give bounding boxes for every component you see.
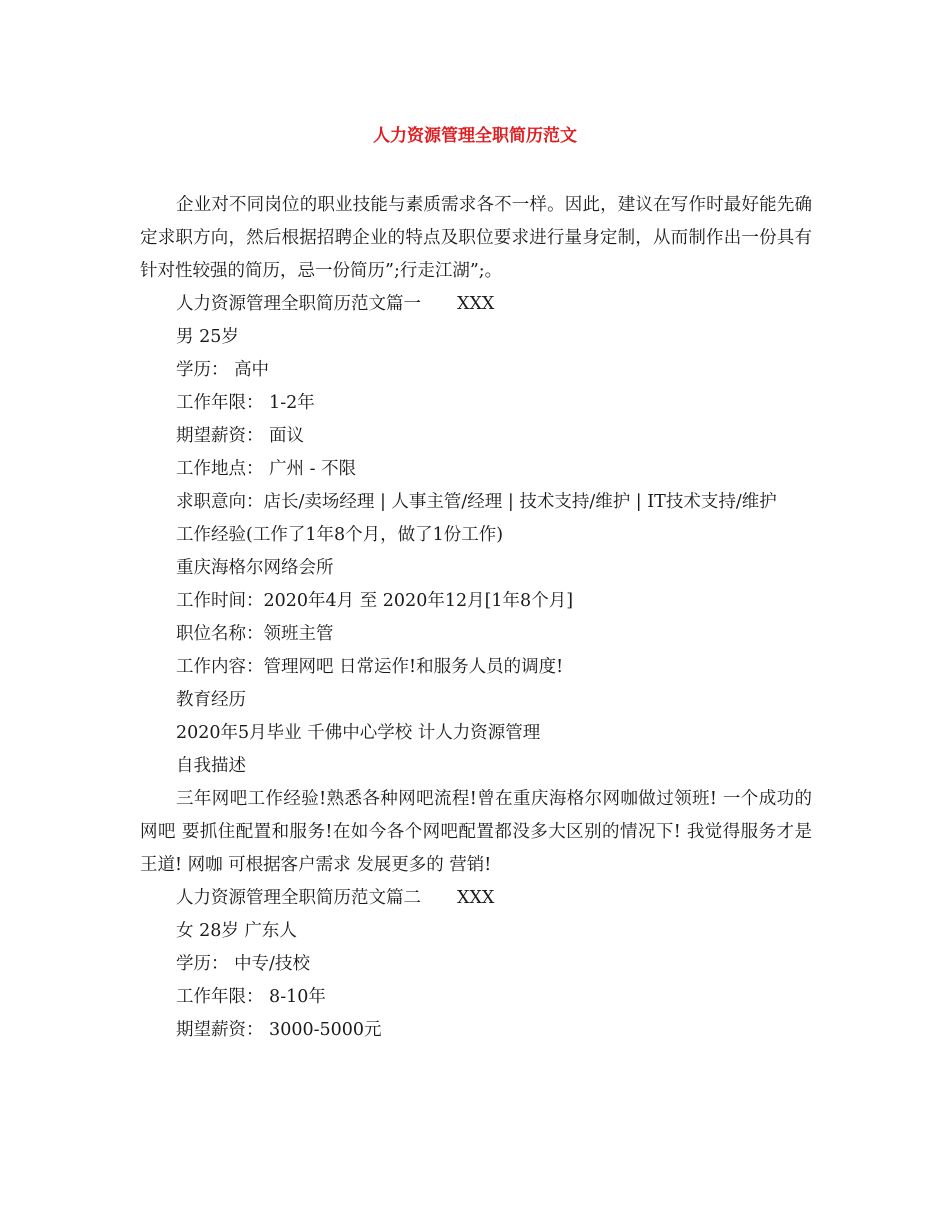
resume1-company: 重庆海格尔网络会所 bbox=[176, 558, 334, 578]
resume2-heading: 人力资源管理全职简历范文篇二 bbox=[176, 888, 421, 908]
resume1-self-description: 三年网吧工作经验!熟悉各种网吧流程!曾在重庆海格尔网咖做过领班! 一个成功的网吧 要抓住配置和服务!在如今各个网吧配置都没多大区别的情况下! 我觉得服务才是王道! 网咖 可根据客户需求 发展更多的 营销! bbox=[140, 789, 812, 875]
resume2-years: 工作年限： 8-10年 bbox=[176, 987, 326, 1007]
document-title: 人力资源管理全职简历范文 bbox=[373, 126, 577, 146]
resume1-intent: 求职意向：店长/卖场经理 | 人事主管/经理 | 技术支持/维护 | IT技术支持/维护 bbox=[176, 492, 777, 512]
resume2-salary: 期望薪资： 3000-5000元 bbox=[176, 1020, 382, 1040]
intro-paragraph: 企业对不同岗位的职业技能与素质需求各不一样。因此，建议在写作时最好能先确定求职方向，然后根据招聘企业的特点及职位要求进行量身定制，从而制作出一份具有针对性较强的简历，忌一份简历”;行走江湖”;。 bbox=[140, 195, 812, 281]
resume1-work-time: 工作时间：2020年4月 至 2020年12月[1年8个月] bbox=[176, 591, 574, 611]
resume1-salary: 期望薪资： 面议 bbox=[176, 426, 305, 446]
resume1-name: XXX bbox=[457, 294, 495, 314]
resume1-edu-header: 教育经历 bbox=[176, 690, 246, 710]
resume1-basic: 男 25岁 bbox=[176, 327, 239, 347]
resume1-position: 职位名称：领班主管 bbox=[176, 624, 334, 644]
resume1-experience-header: 工作经验(工作了1年8个月，做了1份工作) bbox=[176, 525, 504, 545]
resume1-location: 工作地点： 广州 - 不限 bbox=[176, 459, 357, 479]
resume1-duties: 工作内容：管理网吧 日常运作!和服务人员的调度! bbox=[176, 657, 564, 677]
resume2-education: 学历： 中专/技校 bbox=[176, 954, 310, 974]
resume2-heading-line bbox=[140, 882, 812, 915]
resume1-education: 学历： 高中 bbox=[176, 360, 270, 380]
resume1-edu-item: 2020年5月毕业 千佛中心学校 计人力资源管理 bbox=[176, 723, 541, 743]
resume2-basic: 女 28岁 广东人 bbox=[176, 921, 297, 941]
resume1-self-header: 自我描述 bbox=[176, 756, 246, 776]
document-body bbox=[140, 189, 812, 1047]
resume2-name: XXX bbox=[457, 888, 495, 908]
resume1-heading: 人力资源管理全职简历范文篇一 bbox=[176, 294, 421, 314]
resume1-heading-line bbox=[140, 288, 812, 321]
resume1-years: 工作年限： 1-2年 bbox=[176, 393, 315, 413]
